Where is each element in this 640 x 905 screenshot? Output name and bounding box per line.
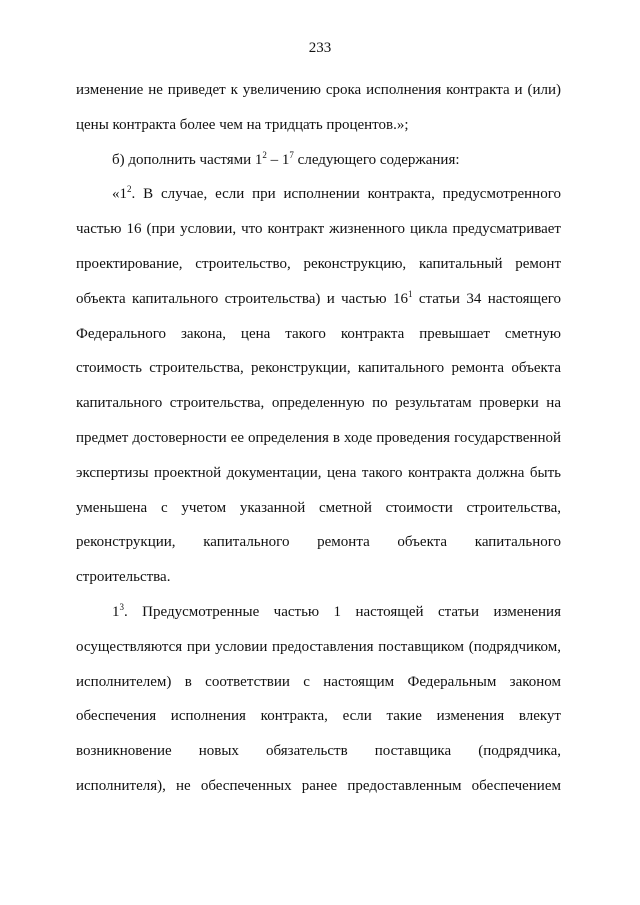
text-line: обеспечения исполнения контракта, если такие изменения влекут xyxy=(76,708,561,725)
superscript: 2 xyxy=(262,149,267,160)
text-line: частью 16 (при условии, что контракт жизненного цикла предусматривает xyxy=(76,221,561,238)
text-line: реконструкции, капитального ремонта объекта капитального xyxy=(76,534,561,551)
text-line: осуществляются при условии предоставления поставщиком (подрядчиком, xyxy=(76,638,561,655)
text-line: возникновение новых обязательств поставщика (подрядчика, xyxy=(76,743,561,760)
text-line: уменьшена с учетом указанной сметной стоимости строительства, xyxy=(76,499,561,516)
text-line: $1^3$. Предусмотренные частью 1 настоящей статьи изменения xyxy=(112,601,561,620)
text-line: стоимость строительства, реконструкции, капитального ремонта объекта xyxy=(76,360,561,377)
text-line: предмет достоверности ее определения в ходе проведения государственной xyxy=(76,429,561,446)
superscript: 3 xyxy=(119,601,124,612)
superscript: 7 xyxy=(289,149,294,160)
text-line: исполнителем) в соответствии с настоящим Федеральным законом xyxy=(76,673,561,690)
page-number: 233 xyxy=(308,40,332,56)
document-body xyxy=(76,73,561,804)
superscript: 2 xyxy=(127,184,132,195)
text-line: объекта капитального строительства) и частью $16^1$ статьи 34 настоящего xyxy=(76,288,561,307)
text-line: Федерального закона, цена такого контракта превышает сметную xyxy=(76,325,561,342)
text-line: исполнителя), не обеспеченных ранее предоставленным обеспечением xyxy=(76,777,561,794)
text-line: «$1^2$. В случае, если при исполнении контракта, предусмотренного xyxy=(112,184,561,203)
text-line: капитального строительства, определенную по результатам проверки на xyxy=(76,395,561,412)
text-line: цены контракта более чем на тридцать процентов.»; xyxy=(76,116,409,133)
text-line: экспертизы проектной документации, цена такого контракта должна быть xyxy=(76,464,561,481)
text-line: строительства. xyxy=(76,569,171,586)
text-line: изменение не приведет к увеличению срока исполнения контракта и (или) xyxy=(76,82,561,98)
text-line: б) дополнить частями $1^2 - 1^7$ следующего содержания: xyxy=(112,149,460,168)
superscript: 1 xyxy=(407,288,413,299)
text-line: проектирование, строительство, реконструкцию, капитальный ремонт xyxy=(76,255,561,272)
